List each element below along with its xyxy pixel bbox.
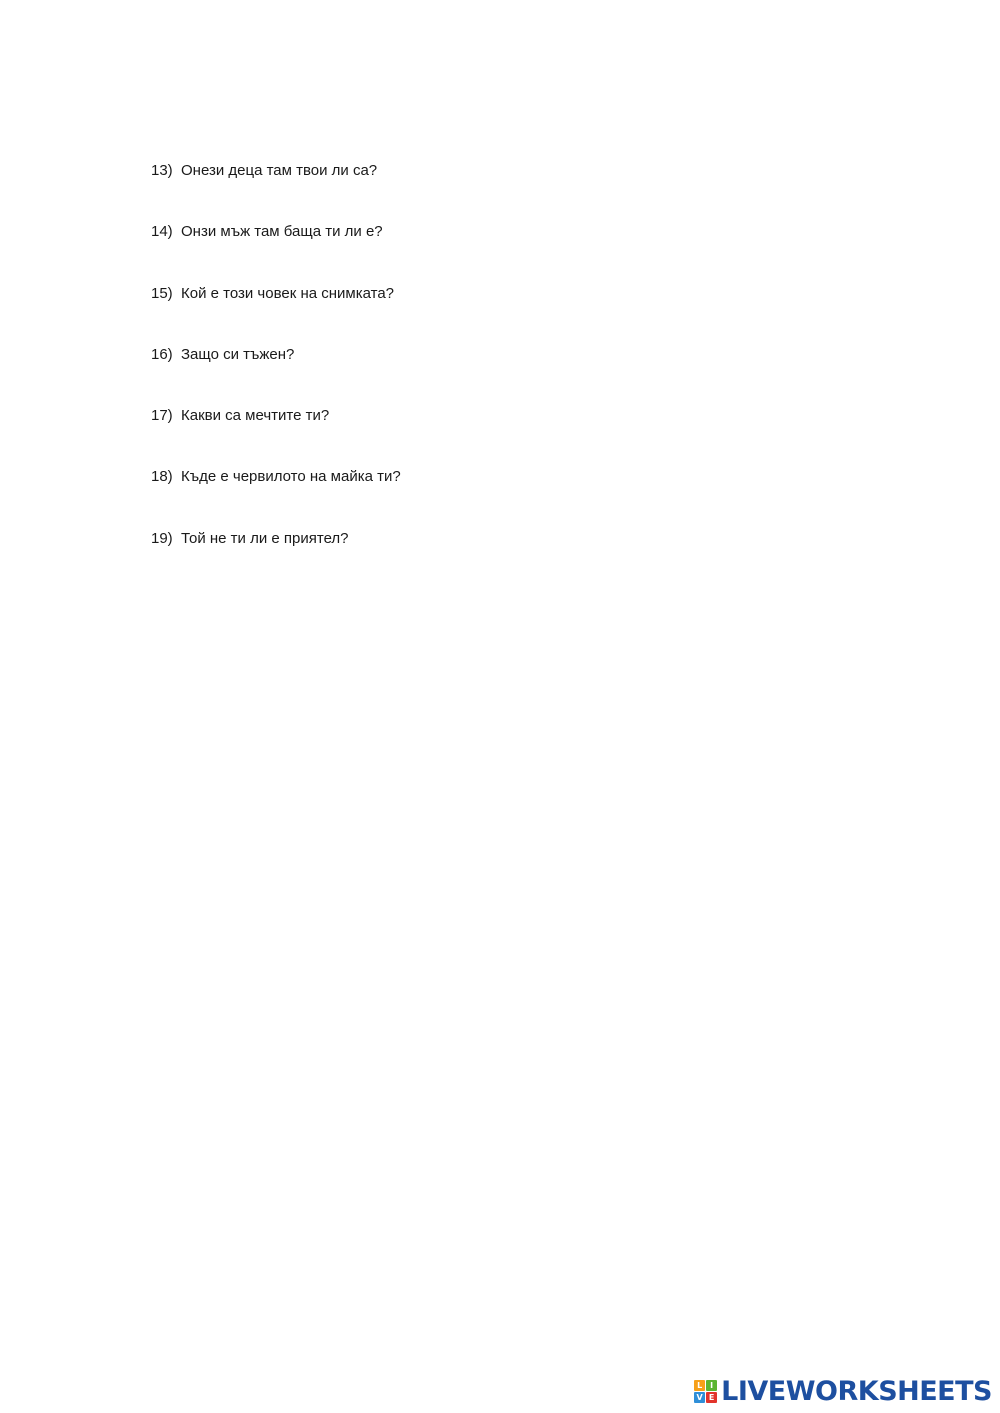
question-number: 18): [151, 468, 173, 486]
question-text: Кой е този човек на снимката?: [181, 284, 395, 302]
question-text: Онзи мъж там баща ти ли е?: [181, 223, 383, 241]
logo-mark-tile: V: [694, 1392, 705, 1403]
question-item: [151, 528, 401, 589]
question-number: 17): [151, 407, 173, 425]
question-text: Защо си тъжен?: [181, 345, 295, 363]
question-item: [151, 283, 401, 344]
question-item: [151, 405, 401, 466]
question-text: Какви са мечтите ти?: [181, 407, 330, 425]
question-text: Къде е червилото на майка ти?: [181, 468, 401, 486]
logo-mark-icon: [694, 1380, 717, 1403]
question-text: Онези деца там твои ли са?: [181, 162, 378, 179]
question-number: 15): [151, 284, 173, 302]
question-number: 16): [151, 345, 173, 363]
logo-mark-tile: E: [706, 1392, 717, 1403]
logo-mark-tile: L: [694, 1380, 705, 1391]
question-number: 13): [151, 162, 173, 179]
logo-text: LIVEWORKSHEETS: [721, 1376, 992, 1407]
logo-mark-tile: I: [706, 1380, 717, 1391]
question-text: Той не ти ли е приятел?: [181, 529, 349, 547]
question-item: [151, 466, 401, 527]
question-number: 19): [151, 529, 173, 547]
question-item: [151, 221, 401, 282]
question-item: [151, 160, 401, 221]
question-list: [151, 160, 401, 589]
question-item: [151, 344, 401, 405]
question-number: 14): [151, 223, 173, 241]
liveworksheets-logo: [694, 1378, 992, 1405]
